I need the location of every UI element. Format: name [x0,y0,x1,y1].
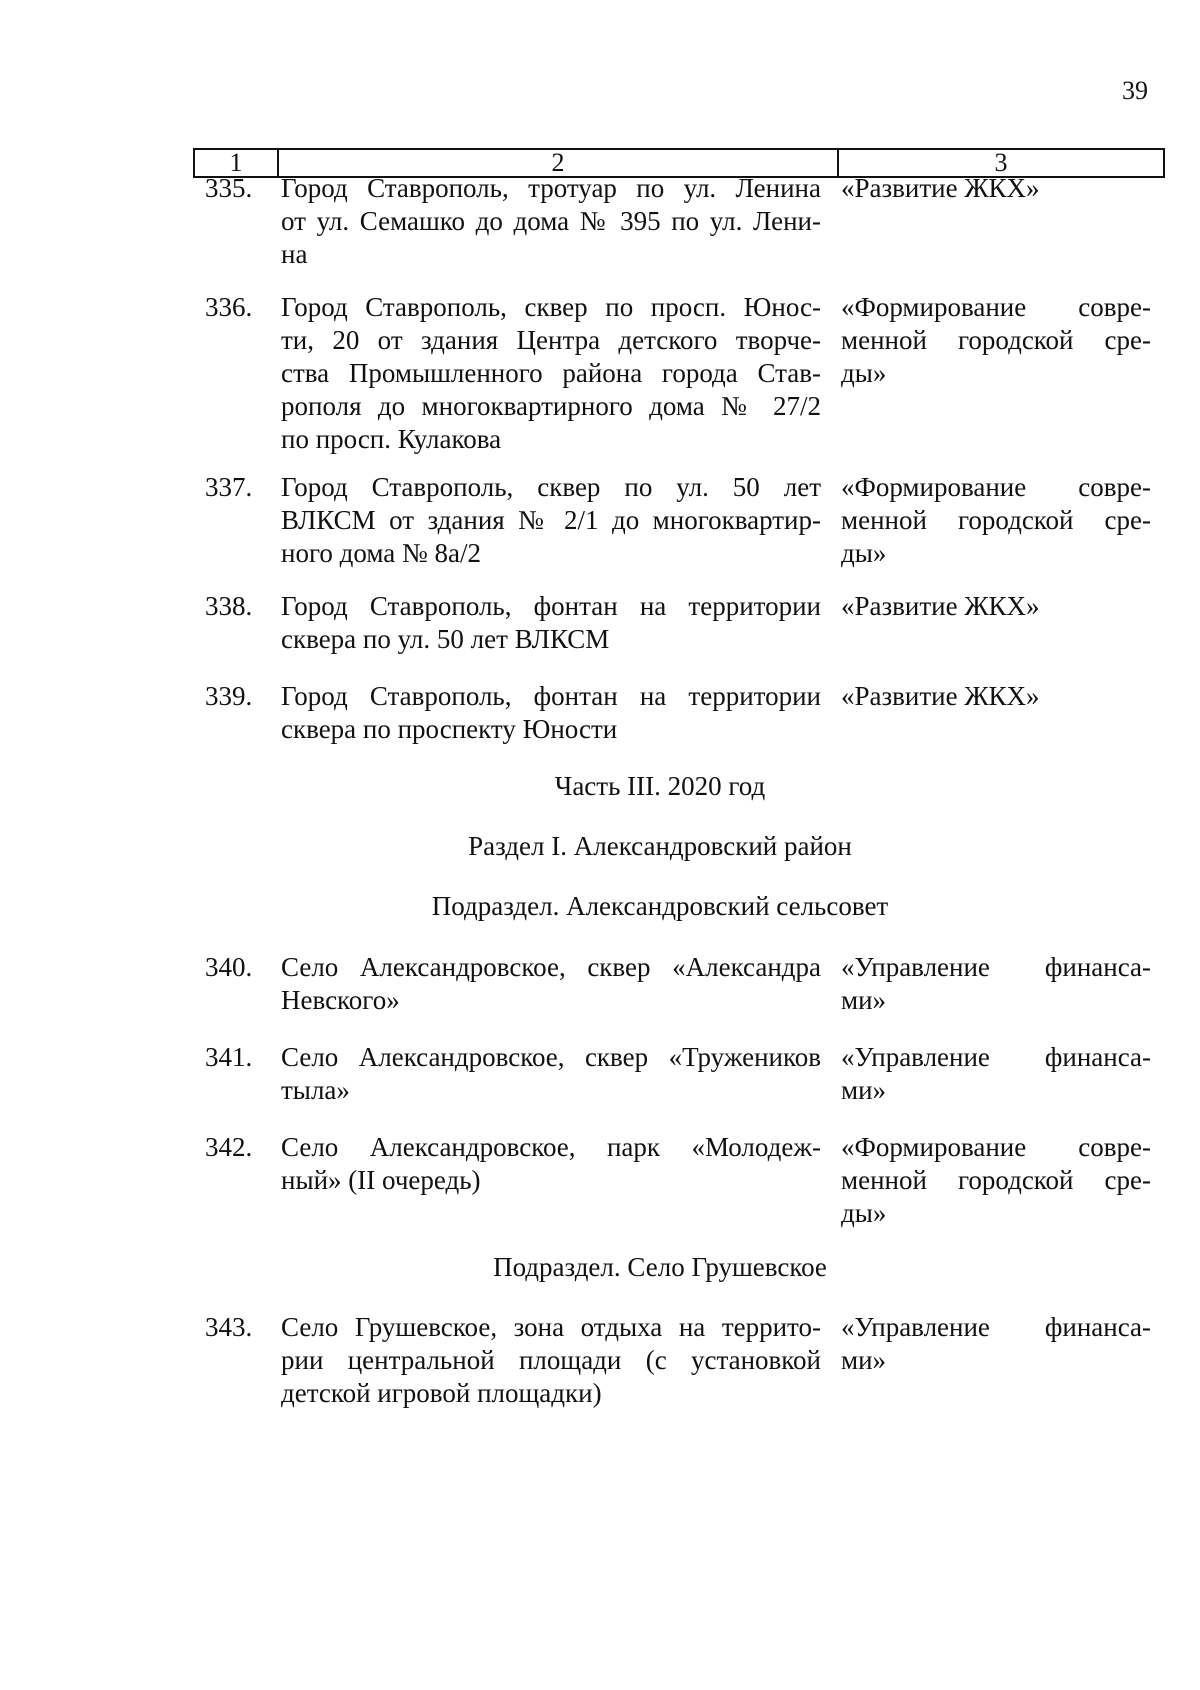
row-program [841,951,1151,1017]
program-line: «Управление финанса- [841,1042,1151,1072]
program-line: менной городской сре- [841,1165,1151,1195]
description-line: Село Грушевское, зона отдыха на террито- [281,1312,821,1342]
row-number: 336. [205,292,253,322]
header-col-3: 3 [994,148,1008,177]
row-number: 338. [205,591,253,621]
part-heading: Часть III. 2020 год [554,771,766,801]
program-line: «Развитие ЖКХ» [841,591,1040,621]
description-line: от ул. Семашко до дома № 395 по ул. Лени- [281,206,821,236]
program-line: «Развитие ЖКХ» [841,173,1040,203]
row-number: 343. [205,1312,253,1342]
row-description [281,172,821,271]
row-description [281,680,821,746]
row-description [281,1041,821,1107]
program-line: «Управление финанса- [841,1312,1151,1342]
row-program [841,1041,1151,1107]
description-line: Город Ставрополь, тротуар по ул. Ленина [281,173,821,203]
program-line: «Управление финанса- [841,952,1151,982]
description-line: Село Александровское, сквер «Александра [281,952,821,982]
table-row [205,291,1165,456]
row-number: 340. [205,952,253,982]
table-row [205,1041,1165,1107]
row-description [281,590,821,656]
row-number: 339. [205,681,253,711]
row-program [841,680,1151,746]
description-line: ства Промышленного района города Став- [281,358,821,388]
description-line: Город Ставрополь, фонтан на территории [281,681,821,711]
table-row [205,590,1165,656]
description-line: ВЛКСМ от здания № 2/1 до многоквартир- [281,505,821,535]
table-row [205,172,1165,271]
program-line: «Формирование совре- [841,472,1151,502]
row-number: 342. [205,1132,253,1162]
row-description [281,951,821,1017]
description-line: рополя до многоквартирного дома № 27/2 [281,391,821,421]
program-line: ми» [841,1345,887,1375]
program-line: ды» [841,358,887,388]
row-description [281,291,821,456]
header-col-2: 2 [279,150,839,176]
row-program [841,471,1151,570]
subsection-heading: Подраздел. Село Грушевское [493,1252,827,1282]
program-line: ды» [841,1198,887,1228]
row-program [841,172,1151,271]
page-number: 39 [1122,76,1148,105]
table-row [205,1131,1165,1230]
row-program [841,1311,1151,1410]
header-col-1: 1 [195,150,279,176]
subsection-heading: Подраздел. Александровский сельсовет [431,891,889,921]
description-line: Село Александровское, парк «Молодеж- [281,1132,821,1162]
row-program [841,590,1151,656]
row-program [841,291,1151,456]
description-line: ного дома № 8а/2 [281,538,481,568]
row-number: 341. [205,1042,253,1072]
description-line: Город Ставрополь, фонтан на территории [281,591,821,621]
table-row [205,951,1165,1017]
table-row [205,471,1165,570]
description-line: Невского» [281,985,400,1015]
description-line: ти, 20 от здания Центра детского творче- [281,325,821,355]
table-row [205,680,1165,746]
row-description [281,1131,821,1230]
description-line: сквера по проспекту Юности [281,714,618,744]
row-number: 335. [205,173,253,203]
description-line: Город Ставрополь, сквер по ул. 50 лет [281,472,821,502]
description-line: тыла» [281,1075,350,1105]
program-line: менной городской сре- [841,505,1151,535]
description-line: рии центральной площади (с установкой [281,1345,821,1375]
program-line: «Формирование совре- [841,292,1151,322]
description-line: ный» (II очередь) [281,1165,481,1195]
row-description [281,1311,821,1410]
program-line: менной городской сре- [841,325,1151,355]
description-line: Село Александровское, сквер «Тружеников [281,1042,821,1072]
description-line: по просп. Кулакова [281,424,502,454]
table-row [205,1311,1165,1410]
section-heading: Раздел I. Александровский район [468,831,852,861]
program-line: «Формирование совре- [841,1132,1151,1162]
row-number: 337. [205,472,253,502]
program-line: ми» [841,985,887,1015]
description-line: детской игровой площадки) [281,1378,602,1408]
description-line: Город Ставрополь, сквер по просп. Юнос- [281,292,821,322]
program-line: ми» [841,1075,887,1105]
row-description [281,471,821,570]
row-program [841,1131,1151,1230]
program-line: ды» [841,538,887,568]
description-line: сквера по ул. 50 лет ВЛКСМ [281,624,610,654]
description-line: на [281,239,308,269]
program-line: «Развитие ЖКХ» [841,681,1040,711]
